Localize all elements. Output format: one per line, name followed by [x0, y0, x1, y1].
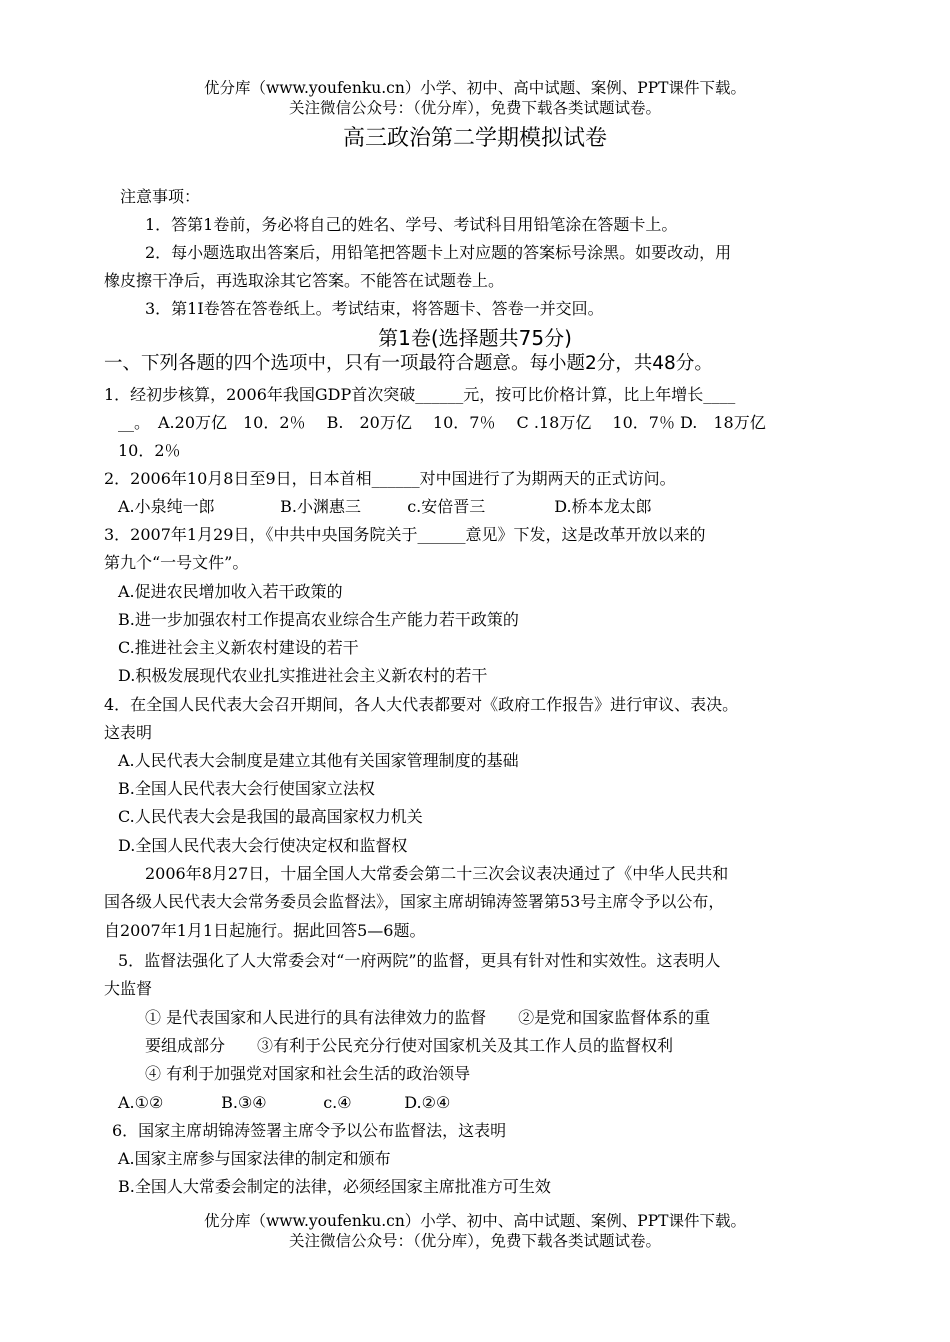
header-line-1: 优分库（www.youfenku.cn）小学、初中、高中试题、案例、PPT课件下载。: [203, 79, 747, 97]
q3-option-a: A.促进农民增加收入若干政策的: [118, 582, 343, 601]
q3-option-c: C.推进社会主义新农村建设的若干: [118, 638, 359, 657]
q5-option-d: D.②④: [404, 1093, 451, 1112]
q5-statement-3: ④ 有利于加强党对国家和社会生活的政治领导: [145, 1064, 471, 1083]
q5-option-b: B.③④: [221, 1093, 267, 1112]
section-instruction: 一、下列各题的四个选项中，只有一项最符合题意。每小题2分，共48分。: [104, 353, 713, 374]
q4-option-a: A.人民代表大会制度是建立其他有关国家管理制度的基础: [118, 751, 519, 770]
q2-stem: 2．2006年10月8日至9日，日本首相______对中国进行了为期两天的正式访问。: [104, 469, 676, 488]
notice-item-3: 3．第1I卷答在答卷纸上。考试结束，将答题卡、答卷一并交回。: [145, 299, 604, 318]
q4-option-b: B.全国人民代表大会行使国家立法权: [118, 779, 375, 798]
q1-line-2: __。 A.20万亿 10．2％ B. 20万亿 10．7％ C .18万亿 10．7％ D. 18万亿: [118, 413, 766, 432]
header-line-2: 关注微信公众号：（优分库），免费下载各类试题试卷。: [288, 99, 661, 117]
q4-line-1: 4．在全国人民代表大会召开期间，各人大代表都要对《政府工作报告》进行审议、表决。: [104, 695, 739, 714]
section-title: 第1卷(选择题共75分): [378, 326, 572, 350]
q5-line-1: 5．监督法强化了人大常委会对“一府两院”的监督，更具有针对性和实效性。这表明人: [118, 951, 721, 970]
q6-option-b: B.全国人大常委会制定的法律，必须经国家主席批准方可生效: [118, 1177, 551, 1196]
q2-option-c: c.安倍晋三: [407, 497, 486, 516]
q2-options: [118, 496, 652, 518]
q5-option-a: A.①②: [118, 1093, 164, 1112]
footer-line-1: 优分库（www.youfenku.cn）小学、初中、高中试题、案例、PPT课件下载。: [203, 1212, 747, 1230]
q3-line-2: 第九个“一号文件”。: [104, 553, 249, 572]
q4-option-c: C.人民代表大会是我国的最高国家权力机关: [118, 807, 423, 826]
q5-statement-2: 要组成部分 ③有利于公民充分行使对国家机关及其工作人员的监督权利: [145, 1036, 674, 1055]
notice-item-1: 1．答第1卷前，务必将自己的姓名、学号、考试科目用铅笔涂在答题卡上。: [145, 215, 678, 234]
q6-stem: 6．国家主席胡锦涛签署主席令予以公布监督法，这表明: [112, 1121, 507, 1140]
footer-line-2: 关注微信公众号：（优分库），免费下载各类试题试卷。: [288, 1232, 661, 1250]
q1-line-3: 10．2％: [118, 441, 181, 460]
q6-option-a: A.国家主席参与国家法律的制定和颁布: [118, 1149, 391, 1168]
q5-options: [118, 1092, 450, 1114]
q3-option-b: B.进一步加强农村工作提高农业综合生产能力若干政策的: [118, 610, 519, 629]
material-line-2: 国各级人民代表大会常务委员会监督法》，国家主席胡锦涛签署第53号主席令予以公布，: [104, 892, 725, 911]
q5-statement-1: ① 是代表国家和人民进行的具有法律效力的监督 ②是党和国家监督体系的重: [145, 1008, 711, 1027]
notice-item-2a: 2．每小题选取出答案后，用铅笔把答题卡上对应题的答案标号涂黑。如要改动，用: [145, 243, 732, 262]
q2-option-a: A.小泉纯一郎: [118, 497, 215, 516]
q4-line-2: 这表明: [104, 723, 153, 742]
q1-line-1: 1．经初步核算，2006年我国GDP首次突破______元，按可比价格计算，比上年增长____: [104, 385, 736, 404]
material-line-3: 自2007年1月1日起施行。据此回答5—6题。: [104, 921, 426, 940]
notice-heading: 注意事项：: [120, 187, 201, 206]
q5-line-2: 大监督: [104, 979, 153, 998]
q4-option-d: D.全国人民代表大会行使决定权和监督权: [118, 836, 408, 855]
q3-option-d: D.积极发展现代农业扎实推进社会主义新农村的若干: [118, 666, 488, 685]
q2-option-d: D.桥本龙太郎: [554, 497, 652, 516]
page-title: 高三政治第二学期模拟试卷: [342, 126, 607, 151]
q2-option-b: B.小渊惠三: [280, 497, 361, 516]
q5-option-c: c.④: [323, 1093, 352, 1112]
q3-line-1: 3．2007年1月29日，《中共中央国务院关于______意见》下发，这是改革开放以来的: [104, 525, 706, 544]
material-line-1: 2006年8月27日，十届全国人大常委会第二十三次会议表决通过了《中华人民共和: [145, 864, 729, 883]
notice-item-2b: 橡皮擦干净后，再选取涂其它答案。不能答在试题卷上。: [104, 271, 505, 290]
